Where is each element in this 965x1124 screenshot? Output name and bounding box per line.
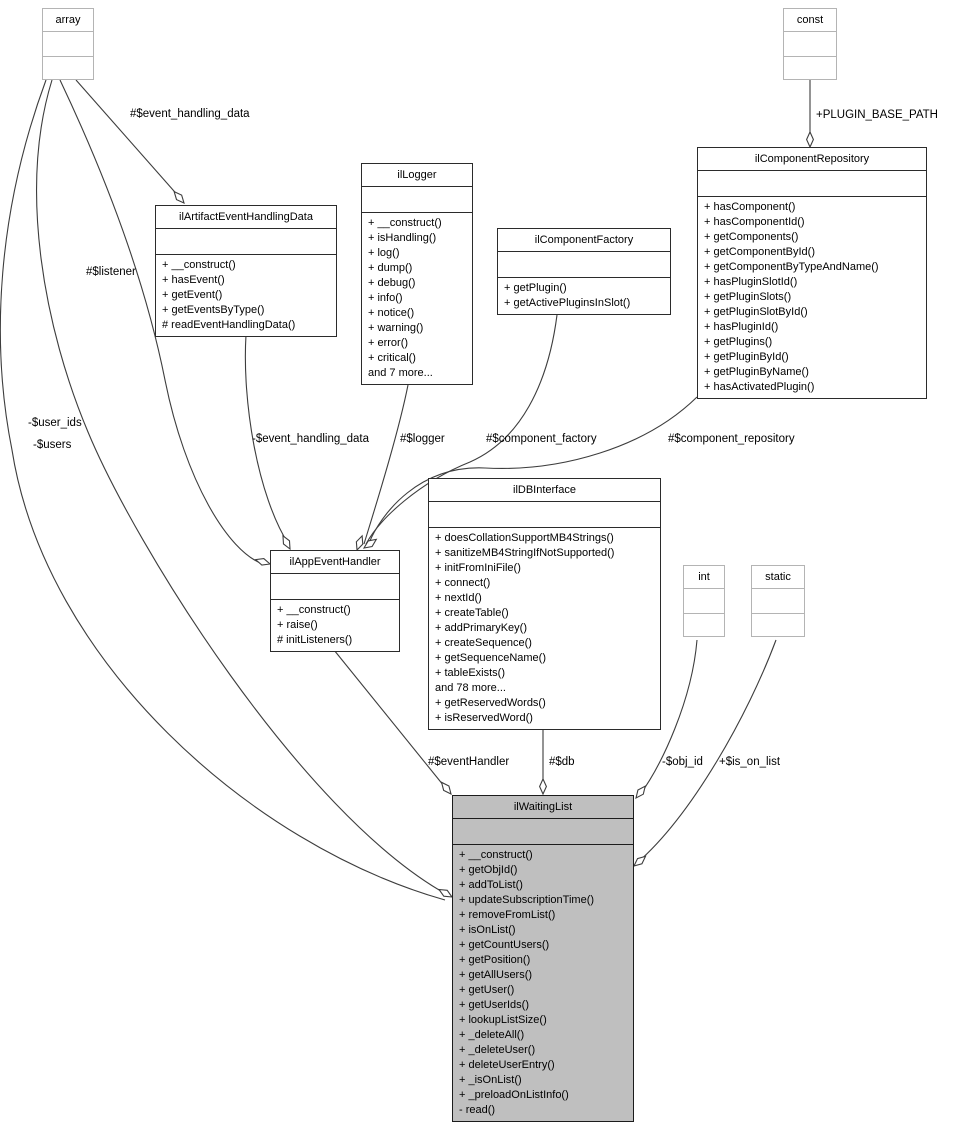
method-line: + hasEvent() — [162, 274, 225, 286]
method-line: + getPlugins() — [704, 336, 773, 348]
attributes-compartment — [271, 574, 399, 600]
method-line: # initListeners() — [277, 634, 353, 646]
method-line: + isOnList() — [459, 924, 516, 936]
empty-compartment — [752, 589, 804, 614]
method-line: + createSequence() — [435, 637, 532, 649]
method-line: + hasComponent() — [704, 201, 796, 213]
method-line: + getEvent() — [162, 289, 223, 301]
method-line: + notice() — [368, 307, 415, 319]
method-line: and 7 more... — [368, 367, 433, 379]
method-line: + getPluginByName() — [704, 366, 809, 378]
edge-label-component-repository: #$component_repository — [668, 433, 795, 445]
class-title: ilComponentFactory — [498, 229, 670, 252]
class-node-ilappeventhandler[interactable] — [270, 550, 400, 652]
class-node-ilcomponentrepository[interactable] — [697, 147, 927, 399]
method-line: + __construct() — [459, 849, 533, 861]
attributes-compartment — [429, 502, 660, 528]
method-line: + getUserIds() — [459, 999, 529, 1011]
edge-label-obj-id: -$obj_id — [662, 756, 703, 768]
edge-label-is-on-list: +$is_on_list — [719, 756, 781, 768]
method-line: + getCountUsers() — [459, 939, 550, 951]
method-line: + tableExists() — [435, 667, 505, 679]
method-line: + doesCollationSupportMB4Strings() — [435, 532, 614, 544]
method-line: + raise() — [277, 619, 318, 631]
method-line: + _deleteUser() — [459, 1044, 536, 1056]
method-line: + getAllUsers() — [459, 969, 533, 981]
method-line: + getSequenceName() — [435, 652, 546, 664]
methods-compartment — [362, 213, 472, 384]
method-line: + isHandling() — [368, 232, 437, 244]
methods-compartment — [271, 600, 399, 651]
edge-label-event-handler: #$eventHandler — [428, 756, 510, 768]
method-line: + error() — [368, 337, 409, 349]
method-line: and 78 more... — [435, 682, 506, 694]
method-line: + getComponentByTypeAndName() — [704, 261, 879, 273]
method-line: + critical() — [368, 352, 416, 364]
aggregation-diamond — [632, 854, 648, 869]
type-node-const[interactable] — [783, 8, 837, 80]
attributes-compartment — [498, 252, 670, 278]
method-line: + createTable() — [435, 607, 509, 619]
class-title: ilWaitingList — [453, 796, 633, 819]
method-line: + getPlugin() — [504, 282, 567, 294]
method-line: + getComponents() — [704, 231, 799, 243]
class-title: ilArtifactEventHandlingData — [156, 206, 336, 229]
empty-compartment — [784, 57, 836, 81]
method-line: + initFromIniFile() — [435, 562, 521, 574]
method-line: + log() — [368, 247, 400, 259]
aggregation-diamond — [280, 534, 293, 550]
empty-compartment — [43, 32, 93, 57]
type-node-static[interactable] — [751, 565, 805, 637]
method-line: - read() — [459, 1104, 496, 1116]
type-title: array — [43, 9, 93, 32]
edge-array-event-handling-data — [76, 80, 181, 199]
aggregation-diamond — [439, 780, 454, 796]
edge-label-plugin-base-path: +PLUGIN_BASE_PATH — [816, 109, 938, 121]
type-title: static — [752, 566, 804, 589]
method-line: + _isOnList() — [459, 1074, 522, 1086]
method-line: + nextId() — [435, 592, 482, 604]
attributes-compartment — [453, 819, 633, 845]
method-line: + hasComponentId() — [704, 216, 805, 228]
method-line: + connect() — [435, 577, 491, 589]
method-line: + hasPluginSlotId() — [704, 276, 798, 288]
method-line: + _deleteAll() — [459, 1029, 525, 1041]
method-line: + isReservedWord() — [435, 712, 533, 724]
class-node-ilwaitinglist[interactable] — [452, 795, 634, 1122]
edge-logger-to-appeventhandler — [364, 385, 408, 544]
method-line: + dump() — [368, 262, 413, 274]
class-title: ilLogger — [362, 164, 472, 187]
method-line: + updateSubscriptionTime() — [459, 894, 595, 906]
method-line: + info() — [368, 292, 403, 304]
methods-compartment — [698, 197, 926, 398]
methods-compartment — [156, 255, 336, 336]
method-line: + deleteUserEntry() — [459, 1059, 555, 1071]
method-line: + getReservedWords() — [435, 697, 546, 709]
method-line: + getPluginSlots() — [704, 291, 792, 303]
method-line: + getPosition() — [459, 954, 531, 966]
method-line: + __construct() — [162, 259, 236, 271]
method-line: + getPluginSlotById() — [704, 306, 808, 318]
class-node-illogger[interactable] — [361, 163, 473, 385]
type-title: int — [684, 566, 724, 589]
type-node-int[interactable] — [683, 565, 725, 637]
empty-compartment — [684, 614, 724, 638]
edge-label-user-ids: -$user_ids — [28, 417, 82, 429]
type-node-array[interactable] — [42, 8, 94, 80]
method-line: + __construct() — [368, 217, 442, 229]
edge-label-users: -$users — [33, 439, 72, 451]
methods-compartment — [453, 845, 633, 1121]
class-title: ilAppEventHandler — [271, 551, 399, 574]
type-title: const — [784, 9, 836, 32]
class-node-ildbinterface[interactable] — [428, 478, 661, 730]
edge-label-listener: #$listener — [86, 266, 136, 278]
edge-label-component-factory: #$component_factory — [486, 433, 597, 445]
class-title: ilComponentRepository — [698, 148, 926, 171]
aggregation-diamond — [807, 132, 814, 147]
method-line: + debug() — [368, 277, 416, 289]
class-node-ilartifacteventhandlingdata[interactable] — [155, 205, 337, 337]
methods-compartment — [429, 528, 660, 729]
aggregation-diamond — [354, 535, 366, 551]
class-title: ilDBInterface — [429, 479, 660, 502]
class-node-ilcomponentfactory[interactable] — [497, 228, 671, 315]
method-line: + hasActivatedPlugin() — [704, 381, 815, 393]
empty-compartment — [43, 57, 93, 81]
method-line: + addPrimaryKey() — [435, 622, 528, 634]
method-line: + warning() — [368, 322, 424, 334]
method-line: + getObjId() — [459, 864, 518, 876]
method-line: + lookupListSize() — [459, 1014, 547, 1026]
empty-compartment — [784, 32, 836, 57]
empty-compartment — [752, 614, 804, 638]
attributes-compartment — [698, 171, 926, 197]
methods-compartment — [498, 278, 670, 314]
attributes-compartment — [156, 229, 336, 255]
method-line: + hasPluginId() — [704, 321, 779, 333]
aggregation-diamond — [172, 189, 187, 205]
aggregation-diamond — [633, 784, 648, 800]
method-line: + addToList() — [459, 879, 523, 891]
method-line: + _preloadOnListInfo() — [459, 1089, 569, 1101]
edge-label-db: #$db — [549, 756, 575, 768]
method-line: + removeFromList() — [459, 909, 556, 921]
method-line: # readEventHandlingData() — [162, 319, 296, 331]
method-line: + getEventsByType() — [162, 304, 265, 316]
edge-label-logger: #$logger — [400, 433, 445, 445]
method-line: + getActivePluginsInSlot() — [504, 297, 631, 309]
edge-label-event-handling-data-top: #$event_handling_data — [130, 108, 250, 120]
empty-compartment — [684, 589, 724, 614]
method-line: + sanitizeMB4StringIfNotSupported() — [435, 547, 615, 559]
edge-label-event-handling-data: -$event_handling_data — [252, 433, 370, 445]
method-line: + getUser() — [459, 984, 515, 996]
method-line: + __construct() — [277, 604, 351, 616]
method-line: + getPluginById() — [704, 351, 789, 363]
attributes-compartment — [362, 187, 472, 213]
method-line: + getComponentById() — [704, 246, 815, 258]
aggregation-diamond — [540, 779, 547, 794]
